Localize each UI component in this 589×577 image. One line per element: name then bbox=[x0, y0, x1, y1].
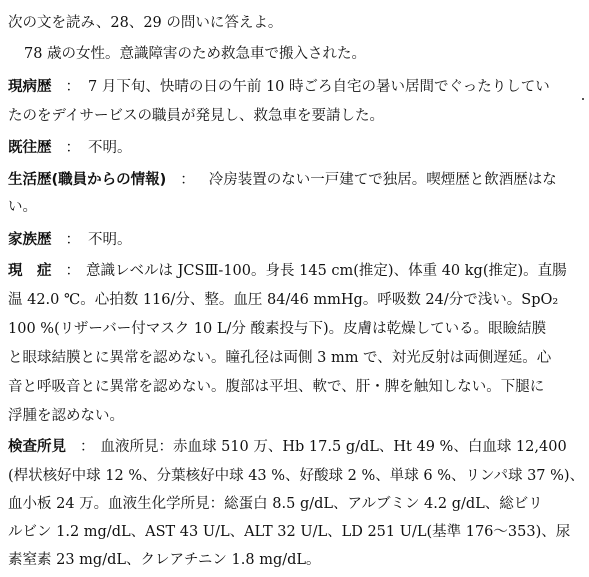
social-history-text-1: 冷房装置のない一戸建てで独居。喫煙歴と飲酒歴はな bbox=[208, 172, 557, 188]
past-history-text: 不明。 bbox=[88, 140, 132, 156]
question-instruction: 次の文を読み、28、29 の問いに答えよ。 bbox=[8, 15, 283, 31]
lab-findings-line-5: 素窒素 23 mg/dL、クレアチニン 1.8 mg/dL。 bbox=[8, 552, 321, 568]
social-history-colon: ： bbox=[180, 172, 195, 188]
present-status-label: 現 症 bbox=[8, 263, 52, 279]
lab-findings-line-3: 血小板 24 万。血液生化学所見：総蛋白 8.5 g/dL、アルブミン 4.2 g/dL、総ビリ bbox=[8, 496, 543, 512]
social-history-line-2: い。 bbox=[8, 199, 37, 215]
present-illness-label: 現病歴 bbox=[8, 79, 52, 95]
present-status-line-6: 浮腫を認めない。 bbox=[8, 408, 124, 424]
present-illness-text-1: 7 月下旬、快晴の日の午前 10 時ごろ自宅の暑い居間でぐったりしてい bbox=[88, 79, 550, 95]
family-history-text: 不明。 bbox=[88, 232, 132, 248]
social-history-line-1 bbox=[8, 170, 557, 190]
family-history-line bbox=[8, 230, 132, 250]
family-history-label: 家族歴 bbox=[8, 232, 52, 248]
present-illness-line-1 bbox=[8, 77, 550, 97]
family-history-colon: ： bbox=[65, 232, 80, 248]
present-status-line-5: 音と呼吸音とに異常を認めない。腹部は平坦、軟で、肝・脾を触知しない。下腿に bbox=[8, 379, 545, 395]
margin-dot bbox=[582, 98, 584, 100]
social-history-label: 生活歴(職員からの情報) bbox=[8, 172, 167, 188]
patient-summary: 78 歳の女性。意識障害のため救急車で搬入された。 bbox=[24, 46, 367, 62]
lab-findings-colon: ： bbox=[80, 439, 95, 455]
present-status-line-1 bbox=[8, 261, 567, 281]
lab-findings-line-4: ルビン 1.2 mg/dL、AST 43 U/L、ALT 32 U/L、LD 251 U/L(基準 176～353)、尿 bbox=[8, 524, 571, 540]
present-status-text-1: 意識レベルは JCSⅢ-100。身長 145 cm(推定)、体重 40 kg(推定)。直腸 bbox=[86, 263, 567, 279]
present-illness-line-2: たのをデイサービスの職員が発見し、救急車を要請した。 bbox=[8, 108, 384, 124]
present-status-line-4: と眼球結膜とに異常を認めない。瞳孔径は両側 3 mm で、対光反射は両側遅延。心 bbox=[8, 350, 552, 366]
present-status-line-2: 温 42.0 ℃。心拍数 116/分、整。血圧 84/46 mmHg。呼吸数 24/分で浅い。SpO₂ bbox=[8, 292, 559, 308]
past-history-line bbox=[8, 138, 132, 158]
lab-findings-label: 検査所見 bbox=[8, 439, 66, 455]
present-status-line-3: 100 %(リザーバー付マスク 10 L/分 酸素投与下)。皮膚は乾燥している。眼瞼結膜 bbox=[8, 321, 547, 337]
lab-findings-line-1 bbox=[8, 437, 567, 457]
present-illness-colon: ： bbox=[65, 79, 80, 95]
past-history-colon: ： bbox=[65, 140, 80, 156]
lab-findings-text-1: 血液所見：赤血球 510 万、Hb 17.5 g/dL、Ht 49 %、白血球 12,400 bbox=[100, 439, 567, 455]
lab-findings-line-2: (桿状核好中球 12 %、分葉核好中球 43 %、好酸球 2 %、単球 6 %、リンパ球 37 %)、 bbox=[8, 468, 585, 484]
present-status-colon: ： bbox=[65, 263, 80, 279]
past-history-label: 既往歴 bbox=[8, 140, 52, 156]
